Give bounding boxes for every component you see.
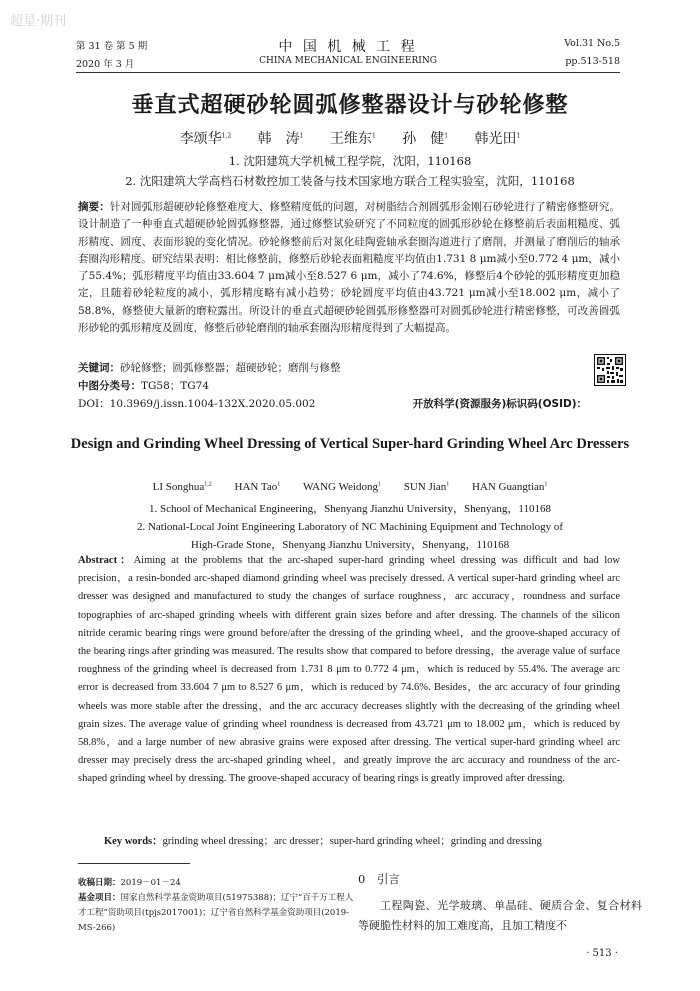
header-volume-issue: 第 31 卷 第 5 期 <box>76 41 148 52</box>
received-date <box>78 876 358 891</box>
intro-paragraph: 工程陶瓷、光学玻璃、单晶硅、硬质合金、复合材料等硬脆性材料的加工难度高，且加工精度不 <box>358 899 642 932</box>
author-affil-mark: 1 <box>299 132 304 140</box>
received-value: 2019－01－24 <box>120 878 181 888</box>
running-header <box>76 38 620 73</box>
author-name: SUN Jian <box>403 481 447 493</box>
author-name: 孙 健 <box>402 131 445 147</box>
author-affil-mark: 1 <box>377 481 381 488</box>
abstract-en-label: Abstract： <box>78 555 134 566</box>
keywords-en-text: grinding wheel dressing；arc dresser；super-hard grinding wheel；grinding and dressing <box>162 836 542 847</box>
funding-info <box>78 891 358 936</box>
author-name: HAN Tao <box>234 481 278 493</box>
watermark: 超星·期刊 <box>10 14 67 29</box>
author-name: 王维东 <box>329 131 372 147</box>
author-cn <box>330 131 376 147</box>
author-en <box>153 481 212 493</box>
abstract-cn-label: 摘要： <box>78 201 110 213</box>
author-name: LI Songhua <box>152 481 205 493</box>
keywords-cn-label: 关键词： <box>78 362 120 374</box>
affiliation-cn-1: 1. 沈阳建筑大学机械工程学院，沈阳，110168 <box>228 154 472 168</box>
received-label: 收稿日期： <box>78 878 121 888</box>
header-volume-en: Vol.31 No.5 <box>564 38 620 49</box>
author-cn <box>402 131 448 147</box>
keywords-en-label: Key words： <box>104 836 163 847</box>
author-affil-mark: 1,2 <box>221 132 232 140</box>
paper-title-en: Design and Grinding Wheel Dressing of Vertical Super-hard Grinding Wheel Arc Dressers <box>70 436 630 452</box>
author-cn <box>258 131 304 147</box>
footnote <box>78 876 358 936</box>
author-en <box>303 481 381 493</box>
header-pages: pp.513-518 <box>565 56 620 67</box>
osid-qr-code-icon[interactable] <box>594 354 626 386</box>
abstract-en-text: Aiming at the problems that the arc-shaped super-hard grinding wheel dressing was difficult and had low precision，a resin-bonded arc-shaped diamond grinding wheel was precisely dressed. A vertical super-hard grinding wheel arc dresser was designed and manufactured to study the changes of surface roughness，arc accuracy，roundness and surface topographies of arc-shaped grinding wheels with different grain sizes before and after dressing. The channels of the silicon nitride ceramic bearing rings were ground before/after the dressing of the grinding wheel，and the groove-shaped accuracy of the bearing rings after grinding was measured. The results show that compared to before dressing，the average value of surface roughness of the grinding wheel is decreased from 1.731 8 μm to 0.772 4 μm，which is reduced by 55.4%. The average arc error is decreased from 33.604 7 μm to 8.527 6 μm，which is reduced by 74.6%. Besides，the arc accuracy of four grinding wheels was more stable after the dressing，and the arc accuracy decreases slightly with the decreasing of the grinding wheel grain sizes. The average value of grinding wheel roundness is decreased from 43.721 μm to 18.002 μm，which is reduced by 58.8%，and a large number of new abrasive grains were exposed after dressing. The vertical super-hard grinding wheel arc dresser may precisely dress the arc-shaped grinding wheel，and greatly improve the arc accuracy and roundness of the arc-shaped grinding wheel by dressing. The groove-shaped accuracy of bearing rings is greatly improved after dressing. <box>78 555 621 785</box>
footnote-divider <box>78 863 190 864</box>
paper-title-cn: 垂直式超硬砂轮圆弧修整器设计与砂轮修整 <box>131 92 569 118</box>
author-en <box>235 481 281 493</box>
affiliations-en <box>0 500 700 554</box>
classification-label: 中图分类号： <box>78 380 141 392</box>
funding-label: 基金项目： <box>78 893 121 903</box>
author-affil-mark: 1 <box>444 132 449 140</box>
keywords-cn <box>78 360 341 375</box>
keywords-en <box>104 833 542 848</box>
journal-name-en: CHINA MECHANICAL ENGINEERING <box>259 56 437 66</box>
funding-value: 国家自然科学基金资助项目(51975388)；辽宁“百千万工程人才工程”资助项目(tpjs2017001)；辽宁省自然科学基金资助项目(2019-MS-266) <box>78 893 354 933</box>
classification-number <box>78 378 209 393</box>
author-list-en <box>0 481 700 493</box>
author-list-cn <box>0 128 700 148</box>
author-name: 韩 涛 <box>257 131 300 147</box>
journal-name-cn: 中 国 机 械 工 程 <box>278 39 418 55</box>
author-en <box>472 481 547 493</box>
author-affil-mark: 1 <box>446 481 450 488</box>
affiliation-en-1: 1. School of Mechanical Engineering，Shenyang Jianzhu University，Shenyang，110168 <box>149 503 551 515</box>
osid-label: 开放科学(资源服务)标识码(OSID)： <box>412 398 587 410</box>
affiliation-en-2: 2. National-Local Joint Engineering Laboratory of NC Machining Equipment and Technology of <box>136 521 564 533</box>
section-heading: 0 引言 <box>358 872 400 886</box>
author-affil-mark: 1 <box>516 132 521 140</box>
author-name: 韩光田 <box>474 131 517 147</box>
affiliation-en-2-cont: High-Grade Stone，Shenyang Jianzhu University，Shenyang，110168 <box>190 539 510 551</box>
author-name: HAN Guangtian <box>471 481 545 493</box>
author-affil-mark: 1,2 <box>204 481 212 488</box>
author-cn <box>475 131 521 147</box>
abstract-cn <box>78 199 620 337</box>
header-date: 2020 年 3 月 <box>76 59 135 70</box>
author-name: 李颂华 <box>179 131 222 147</box>
author-affil-mark: 1 <box>371 132 376 140</box>
abstract-cn-text: 针对圆弧形超硬砂轮修整难度大、修整精度低的问题，对树脂结合剂圆弧形金刚石砂轮进行了精密修整研究。设计制造了一种垂直式超硬砂轮圆弧修整器，通过修整试验研究了不同粒度的圆弧形砂轮在修整前后表面粗糙度、弧形精度、圆度、表面形貌的变化情况。砂轮修整前后对氮化硅陶瓷轴承套圈沟道进行了磨削，并测量了磨削后的轴承套圈沟形精度。研究结果表明：相比修整前，修整后砂轮表面粗糙度平均值由1.731 8 μm减小至0.772 4 μm，减小了55.4%；弧形精度平均值由33.604 7 μm减小至8.527 6 μm，减小了74.6%，修整后4个砂轮的弧形精度更加稳定，且随着砂轮粒度的减小，弧形精度略有减小趋势；砂轮圆度平均值由43.721 μm减小至18.002 μm，减小了58.8%，修整使大量新的磨粒露出。所设计的垂直式超硬砂轮圆弧形修整器可对圆弧砂轮进行精密修整，可改善圆弧形砂轮的弧形精度及圆度，修整后砂轮磨削的轴承套圈沟形精度得到了大幅提高。 <box>78 201 620 335</box>
doi: DOI：10.3969/j.issn.1004-132X.2020.05.002 <box>78 398 316 410</box>
classification-text: TG58；TG74 <box>141 380 210 392</box>
author-affil-mark: 1 <box>277 481 281 488</box>
author-cn <box>180 131 232 147</box>
page-number: · 513 · <box>586 948 618 959</box>
author-affil-mark: 1 <box>544 481 548 488</box>
author-name: WANG Weidong <box>302 481 378 493</box>
abstract-en <box>78 552 620 789</box>
keywords-cn-text: 砂轮修整；圆弧修整器；超硬砂轮；磨削与修整 <box>120 362 341 374</box>
affiliation-cn-2: 2. 沈阳建筑大学高档石材数控加工装备与技术国家地方联合工程实验室，沈阳，110168 <box>125 174 575 188</box>
author-en <box>404 481 449 493</box>
